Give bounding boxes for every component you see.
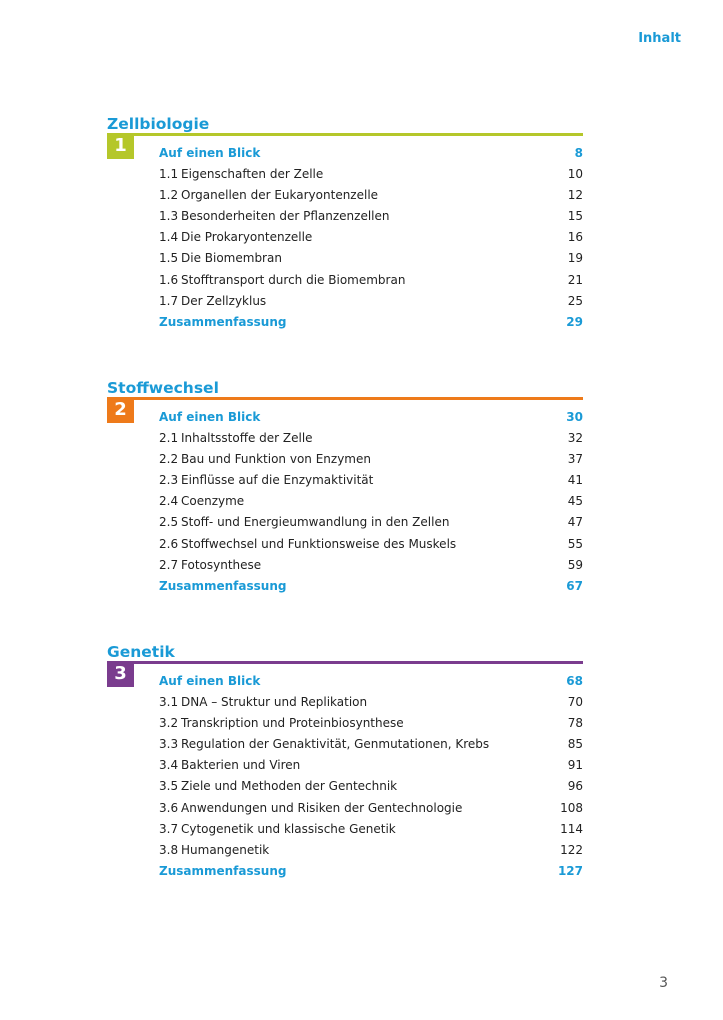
entry-page: 70: [567, 695, 583, 710]
entry-label: Inhaltsstoffe der Zelle: [181, 431, 313, 446]
entry-label: Zusammenfassung: [159, 314, 287, 329]
entry-label: Bakterien und Viren: [181, 758, 301, 773]
entry-page: 47: [567, 515, 583, 530]
toc-entry[interactable]: [159, 736, 583, 757]
entry-page: 37: [567, 452, 583, 467]
section-number: 3.6: [159, 800, 179, 815]
toc-entry[interactable]: [159, 842, 583, 863]
toc-entry[interactable]: [159, 673, 583, 694]
toc-entry[interactable]: [159, 229, 583, 250]
section-number: 3.7: [159, 821, 179, 836]
entry-label: Eigenschaften der Zelle: [181, 167, 324, 182]
toc-entry[interactable]: [159, 557, 583, 578]
entry-page: 122: [560, 842, 583, 857]
entry-label: Die Prokaryontenzelle: [181, 230, 313, 245]
entry-page: 78: [567, 716, 583, 731]
entry-label: Die Biomembran: [181, 251, 282, 266]
entry-label: Stoff- und Energieumwandlung in den Zellen: [181, 515, 450, 530]
section-number: 2.5: [159, 515, 179, 530]
toc-entry[interactable]: [159, 694, 583, 715]
entry-page: 21: [567, 272, 583, 287]
entry-page: 16: [567, 230, 583, 245]
entry-label: Ziele und Methoden der Gentechnik: [181, 779, 398, 794]
entry-label: Organellen der Eukaryontenzelle: [181, 188, 379, 203]
chapter-2: [107, 379, 583, 593]
entry-label: Einflüsse auf die Enzymaktivität: [181, 473, 374, 488]
section-number: 3.1: [159, 695, 179, 710]
page-number: 3: [659, 975, 668, 991]
toc-entry[interactable]: [159, 757, 583, 778]
chapter-number-badge: 3: [107, 661, 134, 687]
entry-label: Der Zellzyklus: [181, 293, 267, 308]
section-number: 2.4: [159, 494, 179, 509]
entry-page: 15: [567, 209, 583, 224]
entry-page: 30: [566, 410, 583, 424]
toc-entry[interactable]: [159, 578, 583, 599]
entry-page: 96: [567, 779, 583, 794]
section-number: 2.3: [159, 473, 179, 488]
entry-page: 59: [567, 557, 583, 572]
entry-page: 32: [567, 431, 583, 446]
section-number: 3.3: [159, 737, 179, 752]
toc-entry[interactable]: [159, 715, 583, 736]
toc-entry[interactable]: [159, 272, 583, 293]
entry-page: 68: [566, 674, 583, 688]
toc-entry[interactable]: [159, 208, 583, 229]
section-number: 2.7: [159, 557, 179, 572]
toc-entry[interactable]: [159, 409, 583, 430]
running-header: Inhalt: [638, 31, 681, 46]
toc-entry[interactable]: [159, 514, 583, 535]
entry-page: 67: [566, 578, 583, 593]
section-number: 2.2: [159, 452, 179, 467]
toc-entry[interactable]: [159, 166, 583, 187]
section-number: 2.1: [159, 431, 179, 446]
section-number: 3.8: [159, 842, 179, 857]
entry-label: Bau und Funktion von Enzymen: [181, 452, 371, 467]
chapter-number-badge: 1: [107, 133, 134, 159]
entry-label: Coenzyme: [181, 494, 245, 509]
entry-label: DNA – Struktur und Replikation: [181, 695, 368, 710]
entry-page: 19: [567, 251, 583, 266]
toc-entry[interactable]: [159, 536, 583, 557]
chapter-rule: [107, 661, 583, 664]
entry-page: 55: [567, 536, 583, 551]
entry-label: Besonderheiten der Pflanzenzellen: [181, 209, 390, 224]
toc-entry[interactable]: [159, 778, 583, 799]
chapter-1: [107, 115, 583, 329]
section-number: 3.4: [159, 758, 179, 773]
toc-entry[interactable]: [159, 451, 583, 472]
entry-page: 10: [567, 167, 583, 182]
toc-entry[interactable]: [159, 821, 583, 842]
chapter-title: Genetik: [107, 643, 175, 661]
section-number: 1.3: [159, 209, 179, 224]
entry-page: 91: [567, 758, 583, 773]
toc-entry[interactable]: [159, 863, 583, 884]
entry-label: Transkription und Proteinbiosynthese: [181, 716, 404, 731]
entry-label: Stofftransport durch die Biomembran: [181, 272, 406, 287]
toc-entry[interactable]: [159, 800, 583, 821]
entry-page: 29: [566, 314, 583, 329]
entry-label: Auf einen Blick: [159, 410, 261, 424]
chapter-number-badge: 2: [107, 397, 134, 423]
entry-page: 45: [567, 494, 583, 509]
toc-entry[interactable]: [159, 187, 583, 208]
entry-label: Fotosynthese: [181, 557, 262, 572]
entry-page: 8: [574, 146, 583, 160]
entry-label: Regulation der Genaktivität, Genmutationen, Krebs: [181, 737, 490, 752]
chapter-3: [107, 643, 583, 878]
toc-entry[interactable]: [159, 145, 583, 166]
toc-entry[interactable]: [159, 293, 583, 314]
section-number: 2.6: [159, 536, 179, 551]
toc-entry[interactable]: [159, 430, 583, 451]
section-number: 1.1: [159, 167, 179, 182]
section-number: 1.7: [159, 293, 179, 308]
entry-page: 114: [560, 821, 583, 836]
toc-entry[interactable]: [159, 472, 583, 493]
entry-label: Humangenetik: [181, 842, 270, 857]
entry-label: Stoffwechsel und Funktionsweise des Muskels: [181, 536, 457, 551]
chapter-title: Stoffwechsel: [107, 379, 219, 397]
section-number: 1.6: [159, 272, 179, 287]
section-number: 1.5: [159, 251, 179, 266]
toc-entry[interactable]: [159, 493, 583, 514]
entry-page: 12: [567, 188, 583, 203]
entry-page: 25: [567, 293, 583, 308]
chapter-title: Zellbiologie: [107, 115, 210, 133]
section-number: 1.4: [159, 230, 179, 245]
entry-label: Zusammenfassung: [159, 863, 287, 878]
entry-page: 85: [567, 737, 583, 752]
section-number: 3.2: [159, 716, 179, 731]
toc-entry[interactable]: [159, 250, 583, 271]
chapter-rule: [107, 133, 583, 136]
entry-label: Cytogenetik und klassische Genetik: [181, 821, 396, 836]
entry-label: Anwendungen und Risiken der Gentechnologie: [181, 800, 463, 815]
section-number: 3.5: [159, 779, 179, 794]
entry-label: Zusammenfassung: [159, 578, 287, 593]
chapter-rule: [107, 397, 583, 400]
section-number: 1.2: [159, 188, 179, 203]
toc-entry[interactable]: [159, 314, 583, 335]
entry-label: Auf einen Blick: [159, 146, 261, 160]
entry-page: 127: [557, 863, 583, 878]
entry-label: Auf einen Blick: [159, 674, 261, 688]
entry-page: 108: [560, 800, 583, 815]
entry-page: 41: [567, 473, 583, 488]
